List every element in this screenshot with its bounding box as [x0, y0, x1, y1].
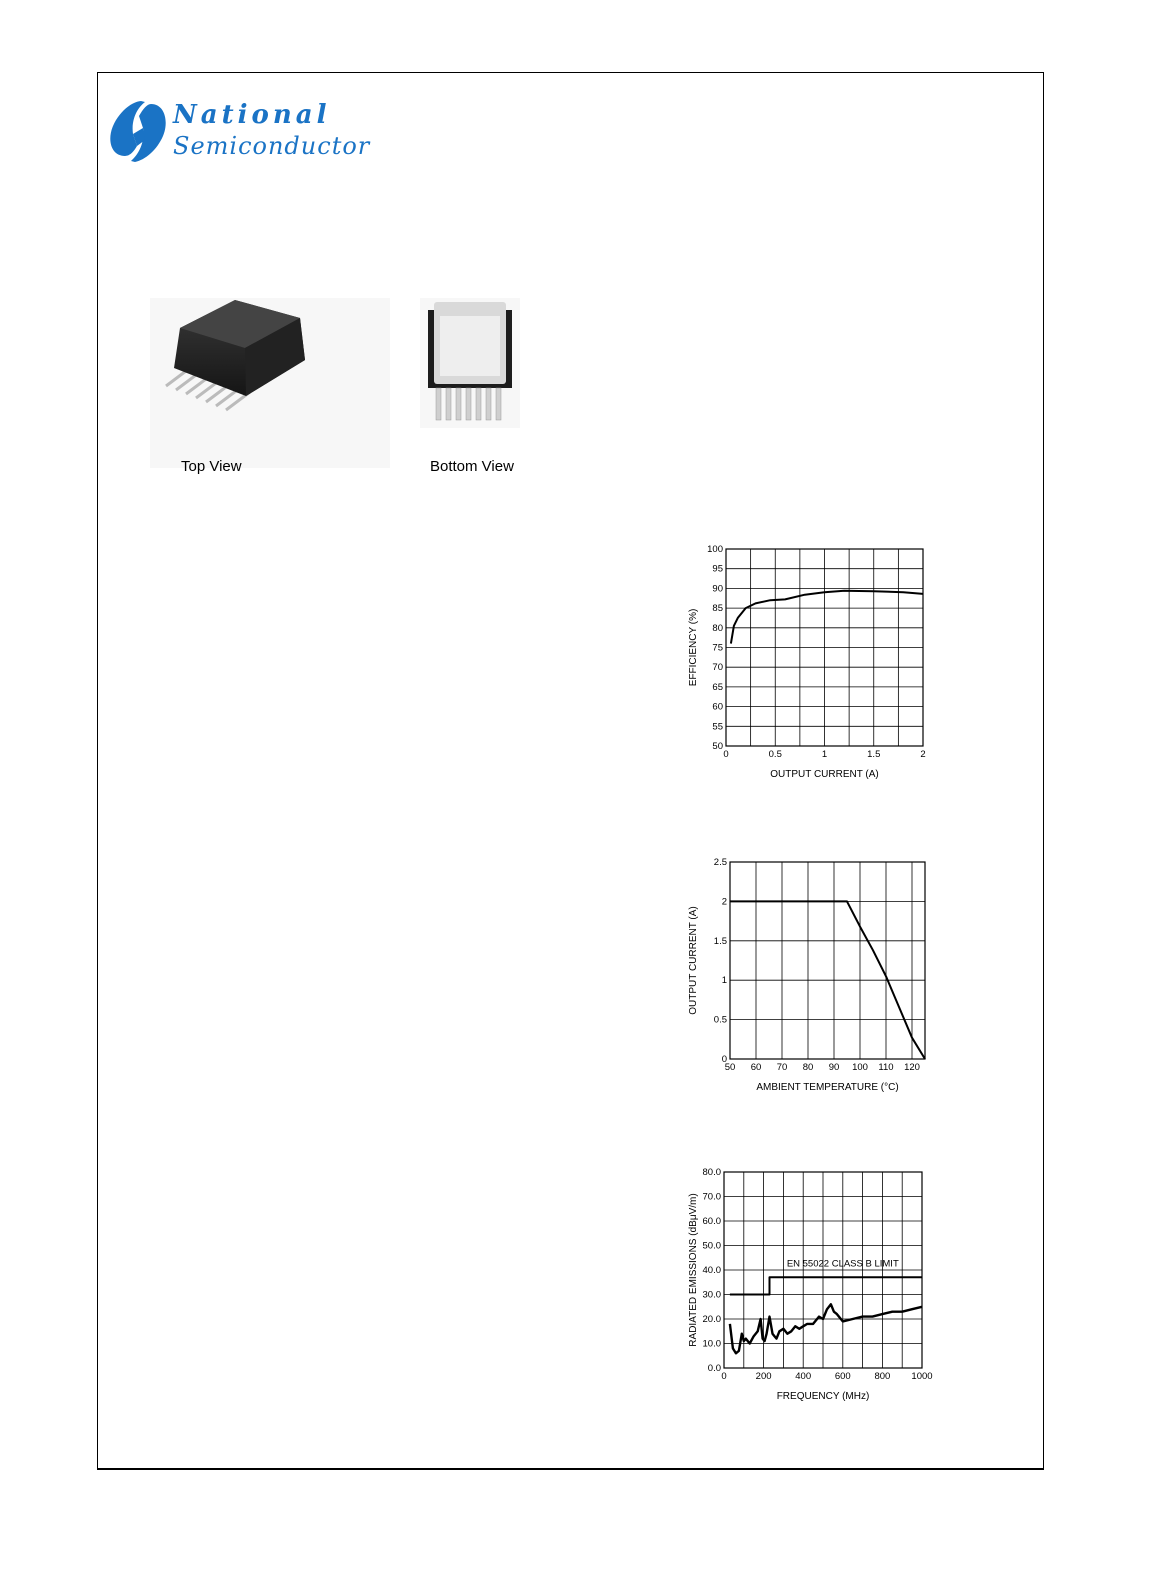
y-tick-label: 60.0	[702, 1216, 721, 1227]
x-axis-label: AMBIENT TEMPERATURE (°C)	[756, 1082, 899, 1093]
y-tick-label: 80.0	[702, 1167, 721, 1178]
y-tick-label: 90	[712, 583, 723, 595]
y-tick-label: 70	[712, 662, 723, 674]
x-tick-label: 0	[721, 1371, 727, 1382]
x-tick-label: 110	[878, 1062, 894, 1073]
radiated-emissions-chart	[680, 1163, 950, 1413]
logo-mark-icon	[107, 96, 171, 170]
y-tick-label: 50	[712, 741, 723, 752]
y-tick-label: 0	[721, 1054, 727, 1065]
x-axis-label: OUTPUT CURRENT (A)	[770, 769, 879, 780]
efficiency-chart	[680, 540, 940, 790]
package-bottom-view-photo	[420, 298, 520, 428]
x-tick-label: 0.5	[768, 749, 782, 760]
series-line	[731, 591, 923, 644]
x-tick-label: 400	[795, 1371, 812, 1382]
x-tick-label: 80	[802, 1062, 814, 1073]
logo-text-national: National	[173, 100, 331, 130]
y-tick-label: 95	[712, 563, 723, 575]
x-tick-label: 1.5	[867, 749, 881, 760]
package-top-view-photo	[150, 298, 390, 468]
y-tick-label: 85	[712, 603, 723, 615]
y-tick-label: 0.0	[707, 1363, 721, 1374]
y-tick-label: 0.5	[713, 1014, 727, 1026]
derating-chart	[680, 852, 940, 1102]
x-axis-label: FREQUENCY (MHz)	[776, 1391, 870, 1402]
y-tick-label: 2	[721, 896, 727, 908]
x-tick-label: 800	[874, 1371, 891, 1382]
y-axis-label: RADIATED EMISSIONS (dBμV/m)	[688, 1193, 699, 1347]
y-tick-label: 100	[707, 544, 723, 555]
bottom-view-caption: Bottom View	[430, 458, 514, 475]
x-tick-label: 200	[755, 1371, 772, 1382]
y-tick-label: 2.5	[713, 857, 727, 868]
y-tick-label: 10.0	[702, 1338, 721, 1350]
series-line	[730, 1304, 922, 1353]
y-tick-label: 70.0	[702, 1191, 721, 1203]
y-axis-label: EFFICIENCY (%)	[688, 608, 699, 687]
x-tick-label: 1	[821, 749, 828, 760]
y-tick-label: 50.0	[702, 1240, 721, 1252]
top-view-caption: Top View	[181, 458, 242, 475]
x-tick-label: 2	[920, 749, 926, 760]
y-tick-label: 30.0	[702, 1289, 721, 1301]
x-tick-label: 0	[723, 749, 729, 760]
x-tick-label: 1000	[911, 1371, 933, 1382]
y-tick-label: 75	[712, 642, 723, 654]
x-tick-label: 70	[776, 1062, 788, 1073]
y-tick-label: 55	[712, 721, 723, 733]
national-semiconductor-logo	[107, 96, 371, 170]
y-tick-label: 1	[721, 975, 727, 987]
y-tick-label: 20.0	[702, 1314, 721, 1325]
plot-frame	[730, 862, 925, 1059]
y-axis-label: OUTPUT CURRENT (A)	[688, 906, 699, 1015]
y-tick-label: 65	[712, 681, 723, 693]
series-line	[730, 1277, 922, 1294]
y-tick-label: 1.5	[713, 935, 727, 947]
y-tick-label: 60	[712, 701, 723, 713]
x-tick-label: 600	[834, 1371, 851, 1382]
x-tick-label: 50	[724, 1062, 736, 1073]
y-tick-label: 80	[712, 622, 723, 634]
x-tick-label: 60	[750, 1062, 762, 1073]
x-tick-label: 120	[904, 1062, 920, 1073]
logo-text-semiconductor: Semiconductor	[173, 132, 371, 160]
limit-annotation: EN 55022 CLASS B LIMIT	[786, 1258, 899, 1270]
x-tick-label: 90	[828, 1062, 840, 1073]
y-tick-label: 40.0	[702, 1265, 721, 1276]
x-tick-label: 100	[852, 1062, 868, 1073]
